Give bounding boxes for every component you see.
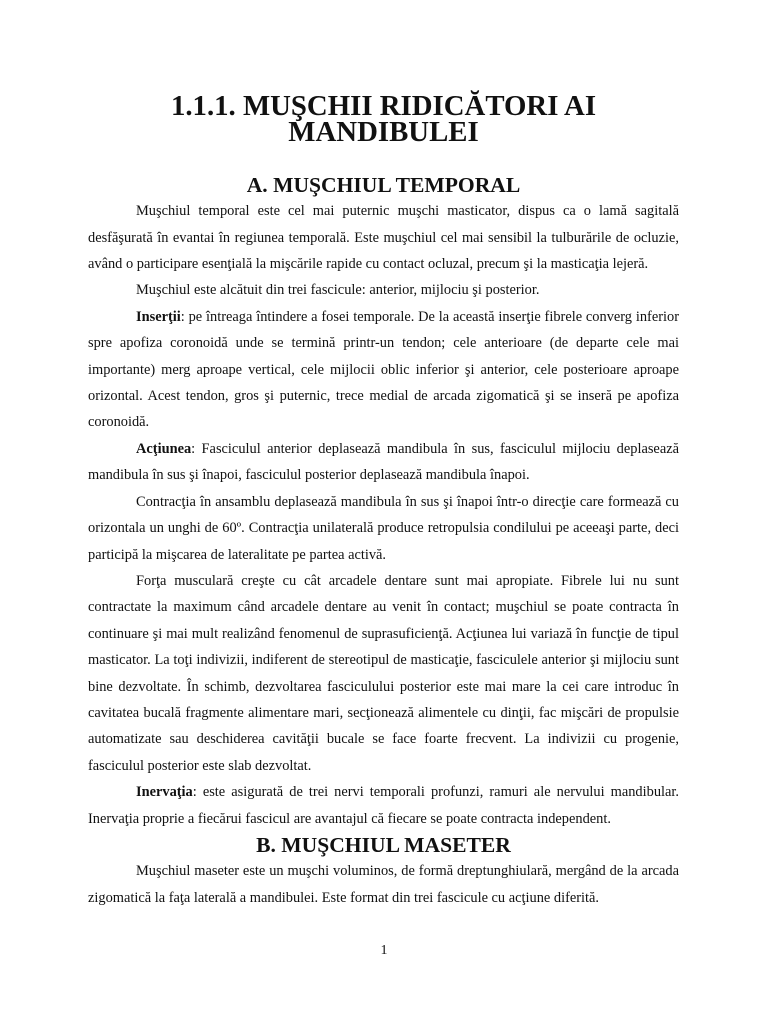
document-title: 1.1.1. MUŞCHII RIDICĂTORI AI MANDIBULEI bbox=[170, 90, 597, 149]
paragraph-text: Contracţia în ansamblu deplasează mandibula în sus şi înapoi într-o direcţie care formează cu orizontala un unghi de 60º. Contracţia unilaterală produce retropulsia condilului pe aceeaşi parte, deci participă la mişcarea de lateralitate pe partea activă. bbox=[88, 493, 679, 563]
document-body bbox=[88, 90, 679, 911]
paragraph-text: : Fasciculul anterior deplasează mandibula în sus, fasciculul mijlociu deplasează mandibula în sus şi înapoi, fasciculul posterior deplasează mandibula înapoi. bbox=[88, 440, 679, 484]
paragraph-text: Forţa musculară creşte cu cât arcadele dentare sunt mai apropiate. Fibrele lui nu sunt contractate la maximum când arcadele dentare au venit în contact; muşchiul se poate contracta în continuare şi mai mult realizând fenomenul de suprasuficienţă. Acţiunea lui variază în funcţie de tipul masticator. La toţi indivizii, indiferent de stereotipul de masticaţie, fasciculele anterior şi mijlociu sunt bine dezvoltate. În schimb, dezvoltarea fasciculului posterior este mai mare la cei care introduc în cavitatea bucală fragmente alimentare mari, secţionează alimentele cu dinţii, fac mişcări de propulsie automatizate sau deschiderea cavităţii bucale se face foarte frecvent. La indivizii cu progenie, fasciculul posterior este slab dezvoltat. bbox=[88, 572, 679, 774]
paragraph-text: Muşchiul temporal este cel mai puternic muşchi masticator, dispus ca o lamă sagitală desfăşurată în evantai în regiunea temporală. Este muşchiul cel mai sensibil la tulburările de ocluzie, având o participare esenţială la mişcările rapide cu contact ocluzal, precum şi la masticaţia lejeră. bbox=[88, 203, 679, 273]
innervation-label: Inervaţia bbox=[136, 784, 193, 801]
insertions-label: Inserţii bbox=[136, 308, 181, 325]
paragraph-text: : este asigurată de trei nervi temporali profunzi, ramuri ale nervului mandibular. Inervaţia proprie a fiecărui fascicul are avantajul că fiecare se poate contracta independent. bbox=[88, 784, 679, 827]
paragraph-force bbox=[88, 568, 679, 779]
paragraph-temporal-intro bbox=[88, 198, 679, 277]
paragraph-text: Muşchiul maseter este un muşchi voluminos, de formă dreptunghiulară, mergând de la arcada zigomatică la faţa laterală a mandibulei. Este format din trei fascicule cu acţiune diferită. bbox=[88, 863, 679, 906]
paragraph-masseter-intro bbox=[88, 858, 679, 911]
paragraph-fascicles bbox=[88, 277, 679, 303]
paragraph-action bbox=[88, 436, 679, 489]
page-number: 1 bbox=[380, 943, 388, 958]
section-a-heading: A. MUŞCHIUL TEMPORAL bbox=[246, 172, 521, 197]
paragraph-contraction bbox=[88, 489, 679, 568]
paragraph-insertions bbox=[88, 304, 679, 436]
paragraph-text: Muşchiul este alcătuit din trei fascicule: anterior, mijlociu şi posterior. bbox=[136, 282, 540, 299]
paragraph-text: : pe întreaga întindere a fosei temporale. De la această inserţie fibrele converg inferior spre apofiza coronoidă unde se termină printr-un tendon; cele anterioare (de departe cele mai importante) merg aproape vertical, cele mijlocii oblic inferior şi anterior, cele posterioare aproape orizontal. Acest tendon, gros şi puternic, trece medial de arcada zigomatică şi se inseră pe apofiza coronoidă. bbox=[88, 308, 679, 431]
paragraph-innervation bbox=[88, 779, 679, 832]
section-b-heading: B. MUŞCHIUL MASETER bbox=[256, 832, 511, 857]
action-label: Acţiunea bbox=[136, 440, 192, 457]
